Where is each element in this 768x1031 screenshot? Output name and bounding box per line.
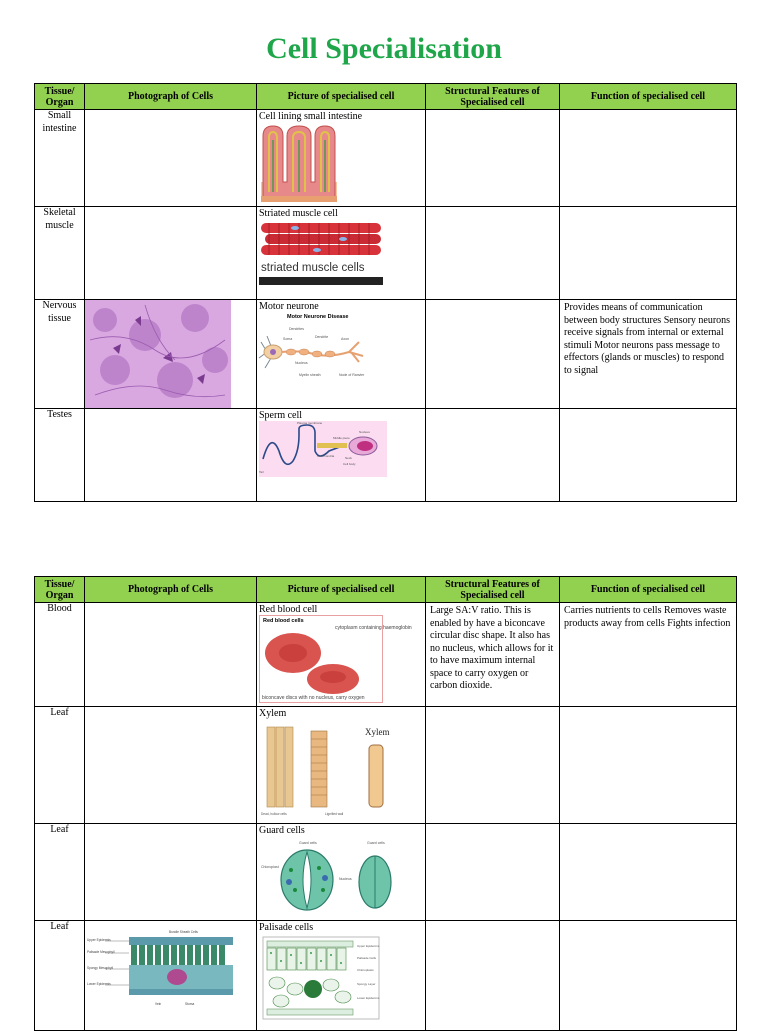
picture-label: Sperm cell: [259, 410, 303, 421]
svg-text:Node of Ranvier: Node of Ranvier: [339, 373, 365, 377]
function-cell: [560, 824, 737, 921]
svg-text:Upper Epidermis: Upper Epidermis: [357, 944, 380, 948]
structure-cell: [426, 409, 560, 502]
rbc-note: cytoplasm containing haemoglobin: [335, 625, 412, 631]
header-function: Function of specialised cell: [560, 577, 737, 603]
svg-text:Middle piece: Middle piece: [333, 436, 350, 440]
rbc-caption: Red blood cells: [263, 618, 304, 624]
tissue-cell: Leaf: [35, 921, 85, 1031]
header-photo: Photograph of Cells: [85, 577, 257, 603]
svg-text:Spongy Layer: Spongy Layer: [357, 982, 376, 986]
svg-text:Chloroplasts: Chloroplasts: [357, 968, 374, 972]
svg-text:Cell body: Cell body: [343, 462, 356, 466]
striated-muscle-image: [259, 219, 383, 287]
picture-cell: [257, 921, 426, 1031]
header-tissue: Tissue/ Organ: [35, 84, 85, 110]
header-picture: Picture of specialised cell: [257, 84, 426, 110]
svg-text:Nucleus: Nucleus: [295, 361, 308, 365]
photo-cell: [85, 921, 257, 1031]
svg-text:Upper Epidermis: Upper Epidermis: [87, 938, 111, 942]
structure-cell: [426, 707, 560, 824]
picture-cell: [257, 300, 426, 409]
structure-cell: [426, 207, 560, 300]
structure-cell: [426, 824, 560, 921]
red-blood-cell-image: [259, 615, 412, 703]
svg-text:Myelin sheath: Myelin sheath: [299, 373, 321, 377]
svg-text:Tail: Tail: [259, 470, 264, 474]
rbc-footer: biconcave discs with no nucleus, carry oxygen: [262, 695, 365, 701]
photo-cell: [85, 603, 257, 707]
tissue-cell: Small intestine: [35, 110, 85, 207]
tissue-cell: Testes: [35, 409, 85, 502]
tissue-cell: Skeletal muscle: [35, 207, 85, 300]
structure-cell: Large SA:V ratio. This is enabled by have a biconcave circular disc shape. It also has no nucleus, which allows for it to have maximum internal space to carry oxygen or carbon dioxide.: [426, 603, 560, 707]
svg-text:Chloroplast: Chloroplast: [261, 865, 279, 869]
picture-label: Cell lining small intestine: [259, 111, 363, 122]
svg-text:Vein: Vein: [155, 1002, 162, 1006]
tissue-cell: Nervous tissue: [35, 300, 85, 409]
intestine-villi-image: [259, 122, 339, 204]
xylem-caption: Xylem: [365, 727, 390, 737]
svg-text:Soma: Soma: [283, 337, 293, 341]
table-row: [35, 110, 737, 207]
page-title: Cell Specialisation: [266, 32, 502, 65]
table-row: [35, 300, 737, 409]
header-structure: Structural Features of Specialised cell: [426, 577, 560, 603]
svg-text:Axon: Axon: [341, 337, 349, 341]
palisade-cells-image: [259, 933, 383, 1021]
svg-text:Mitochondria: Mitochondria: [317, 454, 335, 458]
svg-text:Spongy Mesophyll: Spongy Mesophyll: [87, 966, 114, 970]
svg-text:Nucleus: Nucleus: [339, 877, 352, 881]
svg-text:Dead, hollow cells: Dead, hollow cells: [261, 812, 287, 816]
structure-cell: [426, 921, 560, 1031]
function-cell: [560, 207, 737, 300]
function-cell: [560, 409, 737, 502]
header-picture: Picture of specialised cell: [257, 577, 426, 603]
header-tissue: Tissue/ Organ: [35, 577, 85, 603]
table-row: [35, 707, 737, 824]
muscle-caption: striated muscle cells: [261, 262, 365, 274]
structure-cell: [426, 110, 560, 207]
picture-cell: [257, 110, 426, 207]
table-row: [35, 921, 737, 1031]
svg-text:Lower Epidermis: Lower Epidermis: [87, 982, 111, 986]
svg-text:Guard cells: Guard cells: [299, 841, 317, 845]
picture-label: Red blood cell: [259, 604, 318, 615]
picture-cell: [257, 603, 426, 707]
svg-text:Stoma: Stoma: [185, 1002, 195, 1006]
table-header-row: [35, 84, 737, 110]
tissue-cell: Leaf: [35, 707, 85, 824]
svg-text:Bundle Sheath Cells: Bundle Sheath Cells: [169, 930, 198, 934]
svg-text:Palisade Cells: Palisade Cells: [357, 956, 377, 960]
photo-cell: [85, 207, 257, 300]
picture-cell: [257, 409, 426, 502]
table-row: [35, 409, 737, 502]
picture-label: Striated muscle cell: [259, 208, 338, 219]
svg-text:Neck: Neck: [345, 456, 352, 460]
header-function: Function of specialised cell: [560, 84, 737, 110]
tissue-cell: Leaf: [35, 824, 85, 921]
nervous-tissue-photo: [85, 300, 231, 408]
svg-text:Dendrite: Dendrite: [315, 335, 329, 339]
photo-cell: [85, 409, 257, 502]
table-row: [35, 207, 737, 300]
photo-cell: [85, 707, 257, 824]
picture-label: Motor neurone: [259, 301, 319, 312]
picture-label: Palisade cells: [259, 922, 314, 933]
xylem-image: [259, 719, 399, 821]
svg-text:Lower Epidermis: Lower Epidermis: [357, 996, 380, 1000]
tissue-cell: Blood: [35, 603, 85, 707]
picture-label: Xylem: [259, 708, 287, 719]
svg-text:Nucleus: Nucleus: [359, 430, 370, 434]
svg-text:Guard cells: Guard cells: [367, 841, 385, 845]
leaf-cross-section-photo: [85, 925, 235, 1011]
sperm-cell-image: [259, 421, 387, 477]
table-row: [35, 603, 737, 707]
guard-cells-image: [259, 836, 399, 918]
cell-table-2: [34, 576, 737, 1031]
function-cell: Carries nutrients to cells Removes waste products away from cells Fights infection: [560, 603, 737, 707]
function-cell: Provides means of communication between body structures Sensory neurons receive signals from internal or external stimuli Motor neurons pass message to effectors (glands or muscles) to respond to signal: [560, 300, 737, 409]
cell-table-1: [34, 83, 737, 502]
picture-cell: [257, 207, 426, 300]
motor-neurone-image: [259, 312, 377, 392]
picture-label: Guard cells: [259, 825, 305, 836]
photo-cell: [85, 300, 257, 409]
svg-text:Plasma membrane: Plasma membrane: [297, 421, 323, 425]
function-cell: [560, 707, 737, 824]
picture-cell: [257, 824, 426, 921]
picture-cell: [257, 707, 426, 824]
photo-cell: [85, 110, 257, 207]
photo-cell: [85, 824, 257, 921]
svg-text:Lignified wall: Lignified wall: [325, 812, 344, 816]
header-photo: Photograph of Cells: [85, 84, 257, 110]
neurone-caption: Motor Neurone Disease: [287, 314, 349, 320]
function-cell: [560, 921, 737, 1031]
function-cell: [560, 110, 737, 207]
table-header-row: [35, 577, 737, 603]
header-structure: Structural Features of Specialised cell: [426, 84, 560, 110]
svg-text:Palisade Mesophyll: Palisade Mesophyll: [87, 950, 115, 954]
structure-cell: [426, 300, 560, 409]
svg-text:Dendrites: Dendrites: [289, 327, 304, 331]
table-row: [35, 824, 737, 921]
